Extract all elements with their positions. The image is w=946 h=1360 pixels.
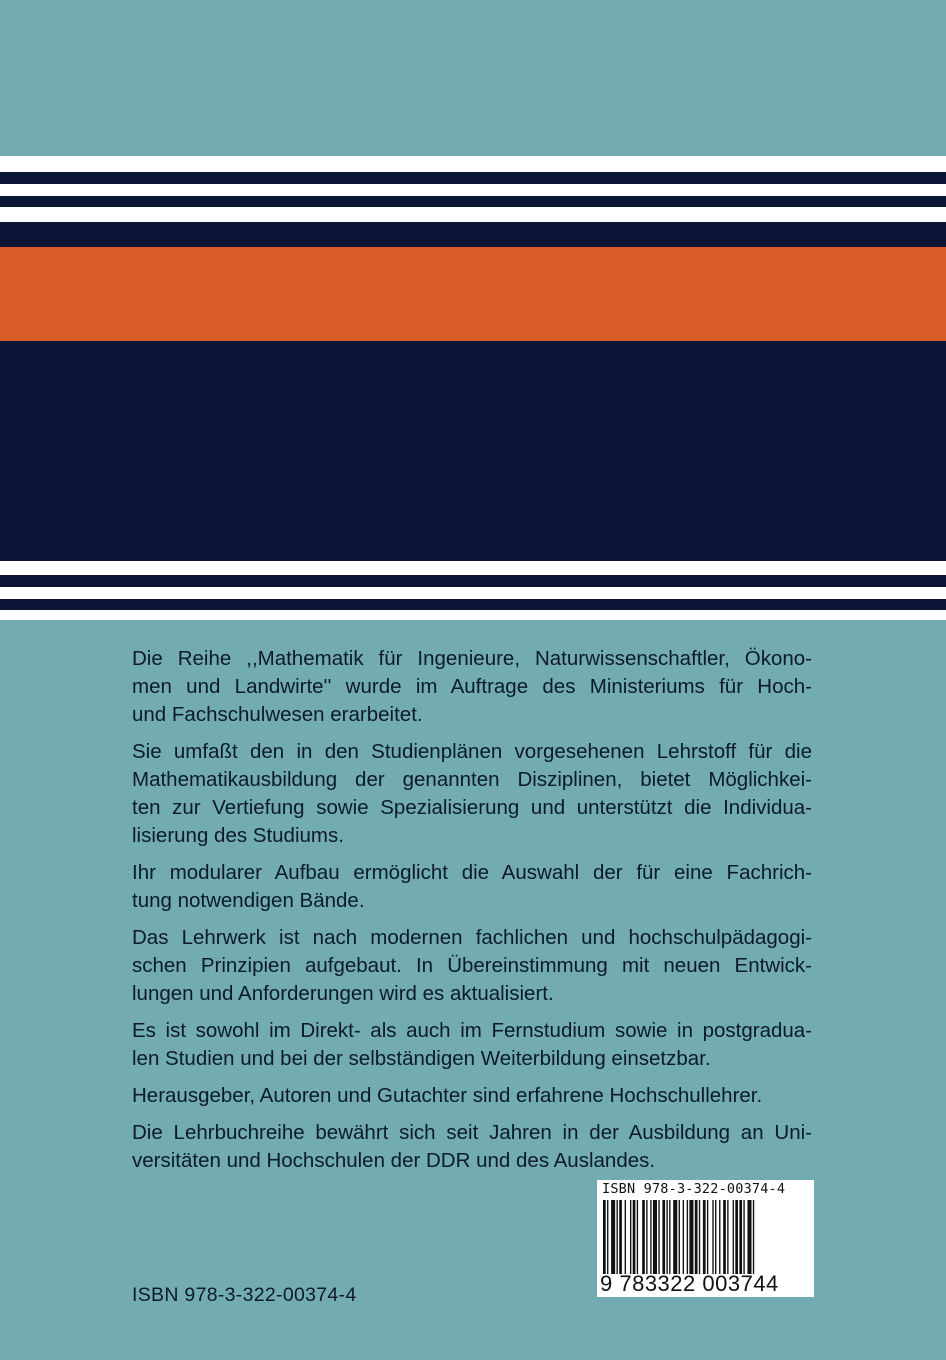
stripe-navy-2 bbox=[0, 196, 946, 207]
paragraph bbox=[132, 924, 812, 1008]
paragraph-line: ten zur Vertiefung sowie Spezialisierung und unterstützt die Individua- bbox=[132, 796, 812, 819]
stripe-navy-5 bbox=[0, 599, 946, 610]
barcode-bar bbox=[743, 1200, 744, 1274]
barcode bbox=[597, 1180, 814, 1297]
barcode-bar bbox=[607, 1200, 608, 1274]
paragraph bbox=[132, 1082, 812, 1110]
stripe-white-2 bbox=[0, 184, 946, 196]
paragraph-line: men und Landwirte'' wurde im Auftrage des Ministeriums für Hoch- bbox=[132, 675, 812, 698]
barcode-bar bbox=[699, 1200, 700, 1274]
barcode-bar bbox=[715, 1200, 716, 1274]
barcode-bar bbox=[619, 1200, 622, 1274]
barcode-bar bbox=[753, 1200, 754, 1274]
barcode-bar bbox=[625, 1200, 626, 1274]
barcode-bar bbox=[739, 1200, 742, 1274]
barcode-bar bbox=[712, 1200, 713, 1274]
barcode-bar bbox=[703, 1200, 706, 1274]
barcode-bar bbox=[673, 1200, 677, 1274]
barcode-bar bbox=[669, 1200, 670, 1274]
paragraph-line: und Fachschulwesen erarbeitet. bbox=[132, 703, 423, 726]
paragraph bbox=[132, 1119, 812, 1175]
paragraph-line: Es ist sowohl im Direkt- als auch im Fernstudium sowie in postgradua- bbox=[132, 1019, 812, 1042]
barcode-bar bbox=[733, 1200, 734, 1274]
paragraph-line: Mathematikausbildung der genannten Disziplinen, bietet Möglichkei- bbox=[132, 768, 812, 791]
paragraph bbox=[132, 859, 812, 915]
barcode-bar bbox=[617, 1200, 618, 1274]
barcode-bar bbox=[707, 1200, 708, 1274]
stripe-white-1 bbox=[0, 156, 946, 172]
barcode-bar bbox=[637, 1200, 638, 1274]
paragraph-line: schen Prinzipien aufgebaut. In Übereinstimmung mit neuen Entwick- bbox=[132, 954, 812, 977]
paragraph-line: versitäten und Hochschulen der DDR und des Auslandes. bbox=[132, 1149, 656, 1172]
paragraph-line: lungen und Anforderungen wird es aktualisiert. bbox=[132, 982, 554, 1005]
paragraph bbox=[132, 645, 812, 729]
stripe-orange bbox=[0, 247, 946, 341]
paragraph-line: Sie umfaßt den in den Studienplänen vorgesehenen Lehrstoff für die bbox=[132, 740, 812, 763]
barcode-bar bbox=[653, 1200, 657, 1274]
barcode-bar bbox=[666, 1200, 667, 1274]
paragraph-line: Die Reihe ,,Mathematik für Ingenieure, Naturwissenschaftler, Ökono- bbox=[132, 647, 812, 670]
barcode-bar bbox=[611, 1200, 615, 1274]
barcode-bar bbox=[658, 1200, 659, 1274]
barcode-bars bbox=[603, 1200, 808, 1274]
barcode-bar bbox=[727, 1200, 728, 1274]
paragraph-line: Die Lehrbuchreihe bewährt sich seit Jahren in der Ausbildung an Uni- bbox=[132, 1121, 812, 1144]
stripe-navy-wide bbox=[0, 341, 946, 561]
barcode-bar bbox=[747, 1200, 751, 1274]
barcode-bar bbox=[679, 1200, 680, 1274]
barcode-bar bbox=[687, 1200, 688, 1274]
barcode-bar bbox=[735, 1200, 738, 1274]
paragraph-line: tung notwendigen Bände. bbox=[132, 889, 365, 912]
barcode-bar bbox=[603, 1200, 606, 1274]
barcode-bar bbox=[689, 1200, 693, 1274]
description-text bbox=[132, 645, 812, 1184]
barcode-bar bbox=[646, 1200, 647, 1274]
barcode-bar bbox=[630, 1200, 631, 1274]
paragraph bbox=[132, 738, 812, 850]
stripe-white-3 bbox=[0, 207, 946, 222]
barcode-bar bbox=[633, 1200, 636, 1274]
barcode-bar bbox=[642, 1200, 645, 1274]
barcode-bar bbox=[683, 1200, 684, 1274]
barcode-bar bbox=[695, 1200, 698, 1274]
paragraph-line: lisierung des Studiums. bbox=[132, 824, 344, 847]
paragraph bbox=[132, 1017, 812, 1073]
stripe-navy-4 bbox=[0, 575, 946, 587]
stripe-navy-1 bbox=[0, 172, 946, 184]
paragraph-line: len Studien und bei der selbständigen Weiterbildung einsetzbar. bbox=[132, 1047, 711, 1070]
barcode-isbn-label: ISBN 978-3-322-00374-4 bbox=[602, 1181, 786, 1197]
barcode-bar bbox=[662, 1200, 665, 1274]
stripe-navy-3 bbox=[0, 222, 946, 247]
barcode-bar bbox=[723, 1200, 726, 1274]
barcode-bar bbox=[719, 1200, 720, 1274]
stripe-white-5 bbox=[0, 587, 946, 599]
paragraph-line: Ihr modularer Aufbau ermöglicht die Auswahl der für eine Fachrich- bbox=[132, 861, 812, 884]
barcode-bar bbox=[650, 1200, 651, 1274]
paragraph-line: Herausgeber, Autoren und Gutachter sind erfahrene Hochschullehrer. bbox=[132, 1084, 763, 1107]
paragraph-line: Das Lehrwerk ist nach modernen fachlichen und hochschulpädagogi- bbox=[132, 926, 812, 949]
barcode-digits: 9 783322 003744 bbox=[600, 1271, 779, 1296]
stripe-white-6 bbox=[0, 610, 946, 620]
stripe-white-4 bbox=[0, 561, 946, 575]
isbn-text: ISBN 978-3-322-00374-4 bbox=[132, 1284, 357, 1306]
